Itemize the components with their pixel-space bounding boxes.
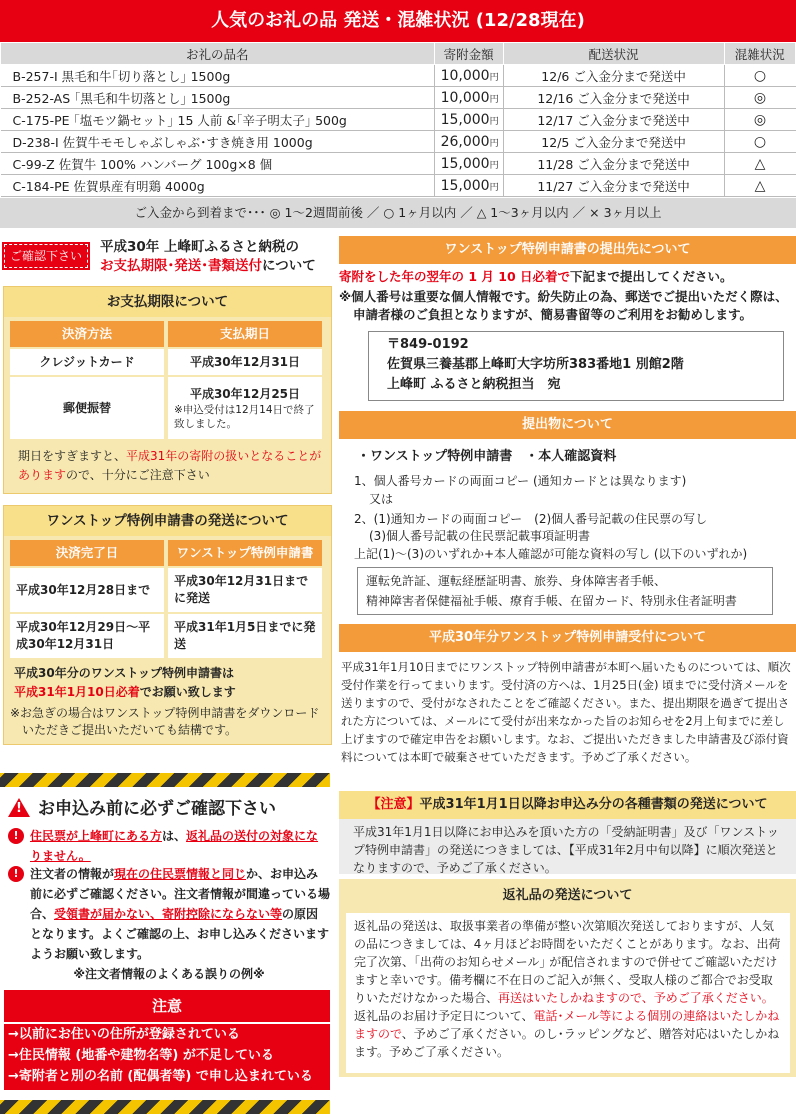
docs2019-heading: 【注意】平成31年1月1日以降お申込み分の各種書類の発送について (339, 791, 796, 819)
col-header-congestion: 混雑状況 (724, 43, 795, 65)
congestion-legend: ご入金から到着まで･･･ ◎ 1～2週間前後 ／ ○ 1ヶ月以内 ／ △ 1～3ヶ月以内 ／ × 3ヶ月以上 (0, 198, 796, 228)
documents-line4: (3)個人番号記載の住民票記載事項証明書 (369, 529, 590, 543)
item-congestion: ○ (724, 131, 795, 153)
documents-title: ・ワンストップ特例申請書 ・本人確認資料 (357, 449, 617, 464)
item-congestion: ◎ (724, 87, 795, 109)
id-documents-line2: 精神障害者保健福祉手帳、療育手帳、在留カード、特別永住者証明書 (366, 594, 737, 608)
item-amount: 10,000円 (434, 87, 503, 109)
caution-line: →以前にお住いの住所が登録されている (8, 1027, 240, 1042)
item-name: C-184-PE 佐賀県産有明鶏 4000g (1, 175, 435, 197)
col-header-ship: 配送状況 (503, 43, 724, 65)
submit-heading: ワンストップ特例申請書の提出先について (339, 236, 796, 264)
payment-col-date: 支払期日 (168, 321, 322, 347)
item-name: D-238-I 佐賀牛モモしゃぶしゃぶ･すき焼き用 1000g (1, 131, 435, 153)
table-row (1, 109, 796, 131)
warning-example: ※注文者情報のよくある誤りの例※ (73, 967, 265, 981)
documents-line2: 又は (369, 492, 394, 506)
warning-title: ! お申込み前に必ずご確認下さい (8, 794, 276, 819)
submit-address (368, 331, 784, 401)
payment-col-method: 決済方法 (10, 321, 164, 347)
id-documents-box (357, 567, 773, 615)
caution-line: →寄附者と別の名前 (配偶者等) で申し込まれている (8, 1069, 313, 1084)
item-amount: 15,000円 (434, 109, 503, 131)
item-amount: 26,000円 (434, 131, 503, 153)
warning-stripe-bottom (0, 1100, 330, 1114)
table-row (1, 175, 796, 197)
warning-stripe-top (0, 773, 330, 787)
onestop-note1: 平成30年分のワンストップ特例申請書は (14, 666, 234, 680)
status-table (0, 42, 796, 197)
warning-icon: ! (8, 798, 30, 817)
onestop-send-box (3, 505, 332, 745)
payment-method-credit: クレジットカード (10, 349, 164, 375)
warning-item-2: ! 注文者の情報が現在の住民票情報と同じか、お申込み前に必ずご確認ください。注文者情報が間違っている場合、受領書が届かない、寄附控除にならない等の原因となります。よくご確認の上、お申し込みくださいますようお願い致します。 (8, 864, 330, 964)
documents-line5: 上記(1)～(3)のいずれか+本人確認が可能な資料の写し (以下のいずれか) (354, 547, 748, 561)
recipient-line: 上峰町 ふるさと納税担当 宛 (387, 377, 561, 392)
payment-date-credit: 平成30年12月31日 (168, 349, 322, 375)
gift-body: 返礼品の発送は、取扱事業者の準備が整い次第順次発送しておりますが、人気の品につきましては、4ヶ月ほどお時間をいただくことがあります。なお、出荷完了次第、｢出荷のお知らせメール｣ が配信されますので併せてご確認いただけますと幸いです。備考欄に不在日のご記入が無く、受取人様のご都合でお受取りいただけなかった場合、再送はいたしかねますので、予めご了承ください。返礼品のお届け予定日について、電話･メール等による個別の連絡はいたしかねますので、予めご了承ください。のし･ラッピングなど、贈答対応はいたしかねます。予めご了承ください。 (346, 913, 790, 1073)
item-congestion: ○ (724, 65, 795, 87)
caution-box (4, 990, 330, 1090)
documents-heading: 提出物について (339, 411, 796, 439)
docs2019-body: 平成31年1月1日以降にお申込みを頂いた方の「受納証明書」及び「ワンストップ特例申請書」の発送につきましては、【平成31年2月中旬以降】に順次発送となりますので、予めご了承ください。 (339, 819, 796, 874)
notice-title (100, 238, 330, 276)
page-title: 人気のお礼の品 発送・混雑状況 (12/28現在) (0, 0, 796, 42)
caution-heading: 注意 (4, 990, 330, 1024)
item-ship: 11/28 ご入金分まで発送中 (503, 153, 724, 175)
item-ship: 11/27 ご入金分まで発送中 (503, 175, 724, 197)
col-header-amount: 寄附金額 (434, 43, 503, 65)
onestop-row1-date: 平成30年12月28日まで (10, 568, 164, 612)
payment-method-postal: 郵便振替 (10, 377, 164, 439)
onestop-row2-date: 平成30年12月29日～平成30年12月31日 (10, 614, 164, 658)
col-header-item: お礼の品名 (1, 43, 435, 65)
payment-date-postal-value: 平成30年12月25日 (189, 386, 301, 401)
postal-code: 〒849-0192 (387, 337, 469, 352)
onestop-send-heading: ワンストップ特例申請書の発送について (4, 506, 331, 536)
documents-line3: 2、(1)通知カードの両面コピー (2)個人番号記載の住民票の写し (354, 512, 708, 526)
onestop-note2: 平成31年1月10日必着でお願い致します (14, 685, 236, 699)
documents-line1: 1、個人番号カードの両面コピー (通知カードとは異なります) (354, 474, 687, 488)
address-line: 佐賀県三養基郡上峰町大字坊所383番地1 別館2階 (387, 357, 684, 372)
notice-header (4, 236, 330, 280)
notice-title-line2: お支払期限･発送･書類送付について (100, 258, 316, 274)
onestop-col-date: 決済完了日 (10, 540, 164, 566)
table-row (1, 153, 796, 175)
submit-line1: 寄附をした年の翌年の 1 月 10 日必着で下記まで提出してください。 (339, 269, 733, 284)
gift-shipping-box (339, 879, 796, 1077)
item-amount: 15,000円 (434, 175, 503, 197)
onestop-col-form: ワンストップ特例申請書 (168, 540, 322, 566)
item-ship: 12/17 ご入金分まで発送中 (503, 109, 724, 131)
payment-date-postal (168, 377, 322, 439)
payment-heading: お支払期限について (4, 287, 331, 317)
notice-tag: ご確認下さい (4, 244, 88, 268)
item-congestion: △ (724, 153, 795, 175)
submit-line2: ※個人番号は重要な個人情報です。紛失防止の為、郵送でご提出いただく際は、申請者様のご負担となりますが、簡易書留等のご利用をお勧めします。 (339, 289, 788, 322)
onestop-note3: ※お急ぎの場合はワンストップ特例申請書をダウンロードいただきご提出いただいても結構です。 (10, 706, 320, 737)
item-name: C-175-PE ｢塩モツ鍋セット｣ 15 人前 &｢辛子明太子｣ 500g (1, 109, 435, 131)
payment-footer: 期日をすぎますと、平成31年の寄附の扱いとなることがありますので、十分にご注意下さい (18, 449, 322, 482)
table-row (1, 131, 796, 153)
item-congestion: △ (724, 175, 795, 197)
alert-icon: ! (8, 866, 24, 882)
payment-deadline-box (3, 286, 332, 494)
item-name: B-252-AS ｢黒毛和牛切落とし｣ 1500g (1, 87, 435, 109)
payment-postal-note: ※申込受付は12月14日で終了致しました。 (174, 403, 315, 430)
accept-body: 平成31年1月10日までにワンストップ特例申請書が本町へ届いたものについては、順次受付作業を行ってまいります。受付済の方へは、1月25日(金) 頃までに受付済メールを送りますので、受付がなされたことをご確認ください。また、提出期限を過ぎて提出された方については、メールにて受付が出来なかった旨のお知らせを2月上旬までに差し上げますので確定申告をお願いします。なお、ご提出いただきました申請書及び添付資料については本町で破棄させていただきます。予めご了承ください。 (341, 660, 791, 764)
onestop-row2-send: 平成31年1月5日までに発送 (168, 614, 322, 658)
item-ship: 12/5 ご入金分まで発送中 (503, 131, 724, 153)
item-name: B-257-I 黒毛和牛｢切り落とし｣ 1500g (1, 65, 435, 87)
table-row (1, 87, 796, 109)
table-row (1, 65, 796, 87)
item-ship: 12/16 ご入金分まで発送中 (503, 87, 724, 109)
gift-heading: 返礼品の発送について (502, 888, 633, 903)
item-ship: 12/6 ご入金分まで発送中 (503, 65, 724, 87)
item-name: C-99-Z 佐賀牛 100% ハンバーグ 100g×8 個 (1, 153, 435, 175)
table-header-row (1, 43, 796, 65)
caution-line: →住民情報 (地番や建物名等) が不足している (8, 1048, 274, 1063)
accept-heading: 平成30年分ワンストップ特例申請受付について (339, 624, 796, 652)
item-congestion: ◎ (724, 109, 795, 131)
id-documents-line1: 運転免許証、運転経歴証明書、旅券、身体障害者手帳、 (366, 574, 667, 588)
item-amount: 15,000円 (434, 153, 503, 175)
alert-icon: ! (8, 828, 24, 844)
item-amount: 10,000円 (434, 65, 503, 87)
warning-item-1: ! 住民票が上峰町にある方は、返礼品の送付の対象になりません。 (8, 826, 330, 866)
notice-title-line1: 平成30年 上峰町ふるさと納税の (100, 239, 299, 255)
onestop-row1-send: 平成30年12月31日までに発送 (168, 568, 322, 612)
